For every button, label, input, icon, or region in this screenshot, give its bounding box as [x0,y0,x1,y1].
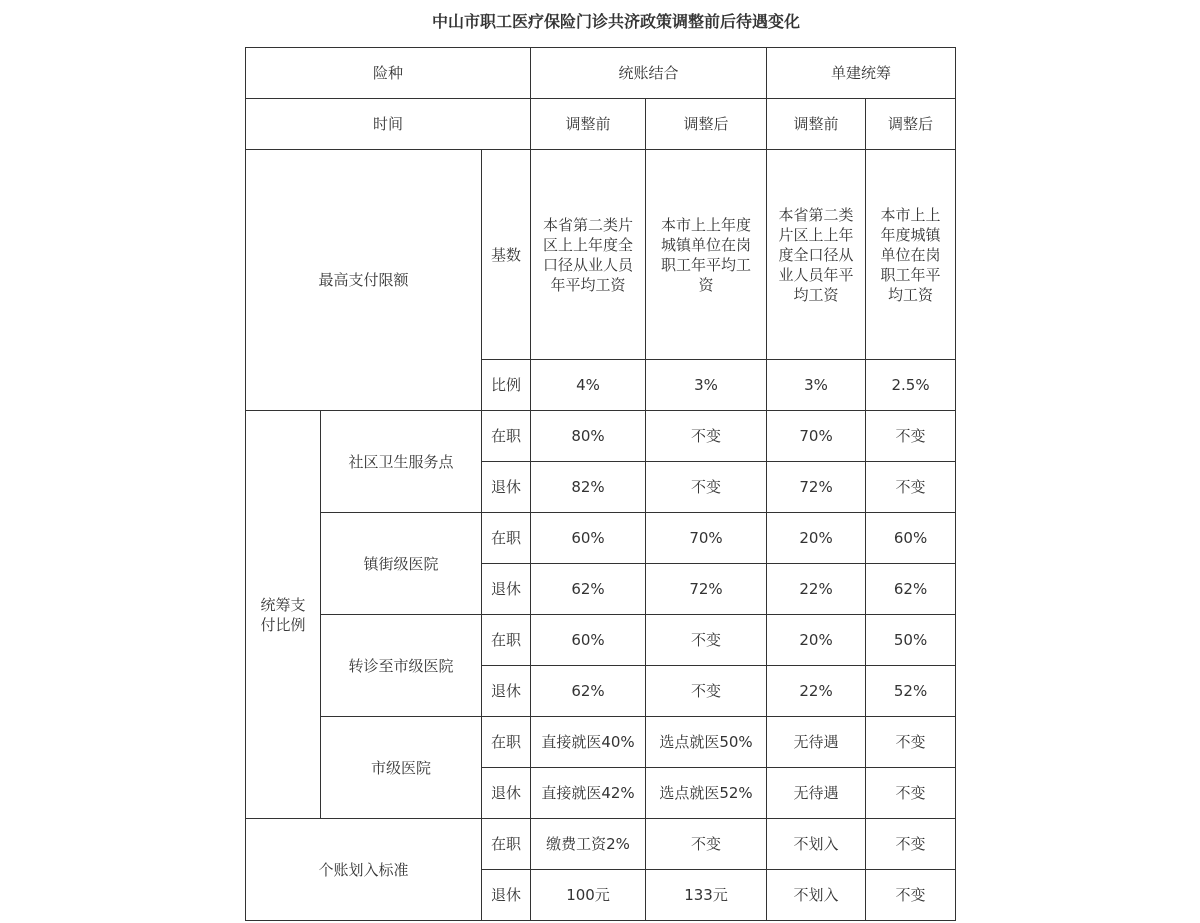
employed-label: 在职 [482,819,531,870]
table-cell: 不变 [646,462,767,513]
table-cell: 直接就医42% [531,768,646,819]
table-cell: 60% [531,615,646,666]
employed-label: 在职 [482,513,531,564]
pooling-label: 统筹支 付比例 [246,411,321,819]
table-cell: 62% [531,666,646,717]
table-cell: 133元 [646,870,767,921]
table-cell: 60% [531,513,646,564]
employed-label: 在职 [482,411,531,462]
table-cell: 不变 [646,615,767,666]
table-cell: 无待遇 [767,717,866,768]
header-single: 单建统筹 [767,48,956,99]
table-cell: 不变 [866,411,956,462]
table-cell: 82% [531,462,646,513]
table-cell: 直接就医40% [531,717,646,768]
table-cell: 不变 [866,870,956,921]
table-cell: 无待遇 [767,768,866,819]
table-cell: 52% [866,666,956,717]
table-cell: 22% [767,666,866,717]
retired-label: 退休 [482,870,531,921]
ratio-value: 4% [531,360,646,411]
table-cell: 62% [866,564,956,615]
table-cell: 选点就医50% [646,717,767,768]
page-title: 中山市职工医疗保险门诊共济政策调整前后待遇变化 [431,12,800,31]
table-cell: 70% [646,513,767,564]
retired-label: 退休 [482,462,531,513]
table-cell: 不变 [866,462,956,513]
table-cell: 50% [866,615,956,666]
table-cell: 不变 [646,666,767,717]
table-cell: 不变 [646,411,767,462]
table-cell: 不划入 [767,819,866,870]
facility-name: 转诊至市级医院 [321,615,482,717]
base-combined-before: 本省第二类片 区上上年度全 口径从业人员 年平均工资 [531,150,646,360]
table-cell: 不变 [646,819,767,870]
table-cell: 100元 [531,870,646,921]
header-single-before: 调整前 [767,99,866,150]
table-cell: 缴费工资2% [531,819,646,870]
table-cell: 60% [866,513,956,564]
table-cell: 20% [767,513,866,564]
table-cell: 72% [646,564,767,615]
table-cell: 不变 [866,768,956,819]
max-payment-label: 最高支付限额 [246,150,482,411]
base-single-after: 本市上上 年度城镇 单位在岗 职工年平 均工资 [866,150,956,360]
header-row-time [246,99,956,150]
ratio-label: 比例 [482,360,531,411]
table-cell: 72% [767,462,866,513]
table-cell: 20% [767,615,866,666]
max-payment-base-row [246,150,956,360]
retired-label: 退休 [482,564,531,615]
base-single-before: 本省第二类 片区上上年 度全口径从 业人员年平 均工资 [767,150,866,360]
table-cell: 62% [531,564,646,615]
table-cell: 不划入 [767,870,866,921]
facility-name: 市级医院 [321,717,482,819]
facility-name: 社区卫生服务点 [321,411,482,513]
table-cell: 80% [531,411,646,462]
table-row [246,615,956,666]
table-row [246,513,956,564]
header-combined-after: 调整后 [646,99,767,150]
time-label: 时间 [246,99,531,150]
table-row [246,717,956,768]
table-cell: 22% [767,564,866,615]
base-combined-after: 本市上上年度 城镇单位在岗 职工年平均工 资 [646,150,767,360]
header-combined-before: 调整前 [531,99,646,150]
table-row [246,411,956,462]
table-cell: 70% [767,411,866,462]
policy-comparison-table [245,47,956,921]
ratio-value: 3% [767,360,866,411]
header-combined: 统账结合 [531,48,767,99]
employed-label: 在职 [482,717,531,768]
header-single-after: 调整后 [866,99,956,150]
ratio-value: 3% [646,360,767,411]
retired-label: 退休 [482,768,531,819]
employed-label: 在职 [482,615,531,666]
table-cell: 选点就医52% [646,768,767,819]
insurance-type-label: 险种 [246,48,531,99]
table-row [246,819,956,870]
table-cell: 不变 [866,717,956,768]
ratio-value: 2.5% [866,360,956,411]
header-row-insurance-type [246,48,956,99]
retired-label: 退休 [482,666,531,717]
personal-account-label: 个账划入标准 [246,819,482,921]
facility-name: 镇街级医院 [321,513,482,615]
base-label: 基数 [482,150,531,360]
table-cell: 不变 [866,819,956,870]
